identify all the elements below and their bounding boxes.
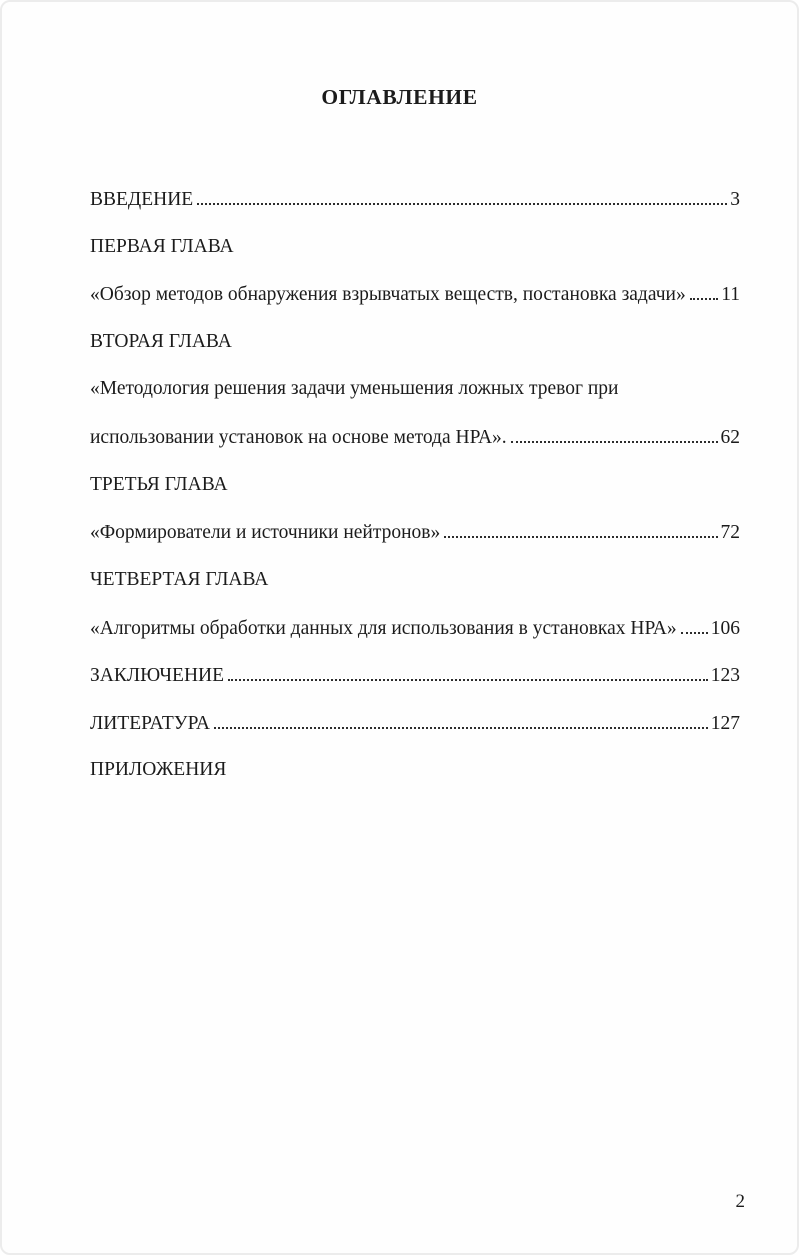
toc-entry-page: 127	[710, 712, 740, 734]
toc-entry-page: 123	[710, 665, 740, 687]
toc-entry	[90, 521, 740, 569]
toc-entry-page: 72	[720, 522, 740, 544]
toc-entry-label: ВВЕДЕНИЕ	[90, 189, 194, 211]
toc-entry-page: 62	[720, 427, 740, 449]
toc-entry-label: использовании установок на основе метода НРА».	[90, 427, 507, 449]
dot-leader	[197, 188, 727, 205]
toc-entry-label: «Методология решения задачи уменьшения ложных тревог при	[90, 378, 619, 400]
toc-entry-label: «Алгоритмы обработки данных для использования в установках НРА»	[90, 617, 677, 639]
toc-heading	[90, 331, 740, 379]
toc-heading	[90, 236, 740, 284]
toc-entry-label: «Обзор методов обнаружения взрывчатых веществ, постановка задачи»	[90, 284, 686, 306]
toc-entry-page: 11	[721, 284, 740, 306]
toc-entry	[90, 426, 740, 474]
toc-entry-label: ЗАКЛЮЧЕНИЕ	[90, 665, 225, 687]
toc-entry-label: ПЕРВАЯ ГЛАВА	[90, 235, 234, 257]
toc-entry	[90, 664, 740, 712]
toc-entry	[90, 712, 740, 760]
page-title: ОГЛАВЛЕНИЕ	[321, 85, 478, 109]
toc-heading	[90, 378, 740, 426]
page-number: 2	[735, 1191, 745, 1212]
toc-entry-page: 3	[730, 189, 740, 211]
dot-leader	[690, 283, 719, 300]
toc-entry-label: ВТОРАЯ ГЛАВА	[90, 330, 232, 352]
toc-heading	[90, 474, 740, 522]
dot-leader	[214, 712, 708, 729]
toc-entry-label: ТРЕТЬЯ ГЛАВА	[90, 473, 228, 495]
dot-leader	[681, 616, 708, 633]
toc-list	[90, 188, 740, 807]
dot-leader	[228, 664, 708, 681]
toc-entry-label: ЛИТЕРАТУРА	[90, 712, 210, 734]
toc-entry-label: ПРИЛОЖЕНИЯ	[90, 759, 227, 781]
dot-leader	[444, 521, 717, 538]
toc-entry	[90, 283, 740, 331]
toc-entry	[90, 188, 740, 236]
dot-leader	[511, 426, 718, 443]
toc-entry	[90, 616, 740, 664]
toc-heading	[90, 569, 740, 617]
toc-entry-label: «Формирователи и источники нейтронов»	[90, 522, 441, 544]
toc-entry-page: 106	[710, 617, 740, 639]
toc-heading	[90, 759, 740, 807]
toc-entry-label: ЧЕТВЕРТАЯ ГЛАВА	[90, 568, 269, 590]
